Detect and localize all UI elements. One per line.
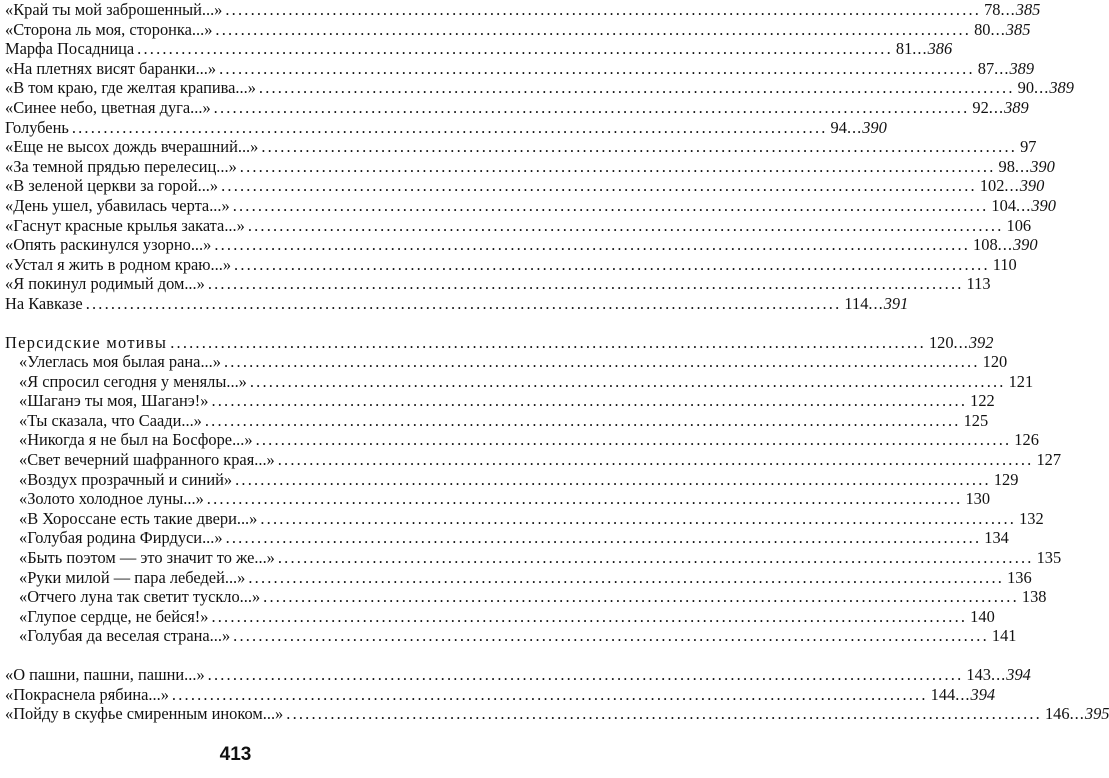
entry-title: «Ты сказала, что Саади...» bbox=[19, 410, 202, 430]
entry-title: «Покраснела рябина...» bbox=[5, 684, 169, 704]
dot-leader: ........................................................................................................................ bbox=[234, 254, 990, 274]
entry-title: «Край ты мой заброшенный...» bbox=[5, 0, 223, 19]
entry-title: «В том краю, где желтая крапива...» bbox=[5, 78, 256, 98]
page-ref: 114 bbox=[844, 293, 869, 313]
toc-subentry bbox=[5, 450, 1062, 470]
note-page-ref: 385 bbox=[1005, 19, 1031, 39]
entry-title: «Отчего луна так светит тускло...» bbox=[19, 587, 261, 607]
toc-subentry bbox=[5, 548, 1062, 568]
dot-leader: ........................................................................................................................ bbox=[235, 469, 991, 489]
page-ref: 136 bbox=[1007, 567, 1032, 587]
toc-entry bbox=[5, 332, 994, 353]
toc-entry bbox=[5, 117, 887, 138]
entry-title: «Золото холодное луны...» bbox=[19, 489, 204, 509]
page-number: 413 bbox=[219, 744, 252, 765]
entry-page bbox=[992, 626, 1017, 646]
toc-subentry bbox=[5, 489, 991, 509]
dot-leader: ........................................................................................................................ bbox=[214, 235, 971, 255]
entry-page bbox=[931, 685, 995, 705]
entry-title: Персидские мотивы bbox=[5, 332, 168, 352]
note-separator: ... bbox=[868, 293, 884, 313]
toc-entry bbox=[5, 19, 1031, 40]
toc-subentry bbox=[5, 587, 1047, 607]
entry-page bbox=[983, 352, 1008, 372]
page-ref: 102 bbox=[979, 176, 1005, 196]
entry-page bbox=[980, 176, 1044, 196]
dot-leader: ........................................................................................................................ bbox=[249, 371, 1006, 391]
entry-page bbox=[929, 333, 993, 353]
entry-page bbox=[991, 196, 1055, 216]
page-ref: 121 bbox=[1008, 371, 1034, 391]
entry-page bbox=[1022, 587, 1047, 607]
dot-leader: ........................................................................................................................ bbox=[277, 450, 1034, 470]
entry-page bbox=[974, 20, 1030, 40]
page-ref: 141 bbox=[991, 626, 1017, 646]
page-ref: 90 bbox=[1017, 78, 1035, 98]
table-of-contents bbox=[5, 0, 1109, 724]
note-separator: ... bbox=[997, 235, 1013, 255]
page-ref: 104 bbox=[991, 195, 1017, 215]
page-ref: 132 bbox=[1019, 508, 1044, 528]
note-separator: ... bbox=[994, 58, 1010, 78]
note-page-ref: 394 bbox=[1006, 665, 1031, 684]
entry-page bbox=[973, 235, 1037, 255]
note-separator: ... bbox=[1016, 195, 1032, 215]
note-separator: ... bbox=[990, 19, 1006, 39]
entry-title: «Я покинул родимый дом...» bbox=[5, 274, 205, 294]
toc-entry bbox=[5, 665, 1031, 685]
toc-entry bbox=[5, 58, 1035, 79]
page-ref: 92 bbox=[972, 97, 989, 117]
page-ref: 146 bbox=[1044, 704, 1070, 724]
toc-subentry bbox=[5, 508, 1044, 529]
entry-title: «Свет вечерний шафранного края...» bbox=[19, 450, 275, 470]
dot-leader: ........................................................................................................................ bbox=[207, 665, 964, 684]
toc-subentry bbox=[5, 626, 1017, 646]
toc-entry bbox=[5, 97, 1029, 118]
note-page-ref: 389 bbox=[1004, 97, 1029, 117]
entry-title: «Еще не высох дождь вчерашний...» bbox=[5, 137, 259, 157]
note-separator: ... bbox=[990, 665, 1007, 684]
toc-entry bbox=[5, 254, 1017, 275]
entry-page bbox=[970, 607, 995, 627]
dot-leader: ........................................................................................................................ bbox=[71, 117, 828, 137]
toc-subentry bbox=[5, 606, 995, 627]
dot-leader: ........................................................................................................................ bbox=[170, 332, 926, 352]
note-separator: ... bbox=[955, 684, 971, 704]
entry-title: «В Хороссане есть такие двери...» bbox=[19, 508, 258, 528]
dot-leader: ........................................................................................................................ bbox=[137, 39, 893, 59]
page-ref: 81 bbox=[895, 39, 913, 59]
dot-leader: ........................................................................................................................ bbox=[207, 274, 964, 294]
note-separator: ... bbox=[846, 117, 863, 137]
toc-entry bbox=[5, 176, 1045, 196]
dot-leader: ........................................................................................................................ bbox=[211, 391, 968, 411]
entry-page bbox=[1045, 704, 1109, 724]
dot-leader: ........................................................................................................................ bbox=[215, 19, 972, 39]
entry-page bbox=[896, 39, 952, 59]
entry-page bbox=[984, 0, 1040, 20]
entry-title: «Голубая родина Фирдуси...» bbox=[19, 528, 223, 548]
entry-title: «Воздух прозрачный и синий» bbox=[19, 469, 233, 489]
note-separator: ... bbox=[1034, 78, 1050, 98]
page-ref: 138 bbox=[1021, 587, 1047, 607]
note-page-ref: 390 bbox=[862, 117, 887, 137]
dot-leader: ........................................................................................................................ bbox=[225, 528, 982, 548]
page-ref: 144 bbox=[930, 684, 956, 704]
entry-page bbox=[965, 489, 990, 509]
note-page-ref: 390 bbox=[1030, 156, 1055, 176]
entry-title: «Я спросил сегодня у менялы...» bbox=[19, 371, 247, 391]
entry-title: «Быть поэтом — это значит то же...» bbox=[19, 548, 275, 568]
toc-entry bbox=[5, 39, 953, 59]
note-page-ref: 392 bbox=[968, 332, 994, 352]
page-ref: 120 bbox=[982, 352, 1008, 372]
dot-leader: ........................................................................................................................ bbox=[239, 156, 996, 176]
dot-leader: ........................................................................................................................ bbox=[204, 410, 961, 430]
toc-entry bbox=[5, 0, 1041, 20]
toc-subentry bbox=[5, 371, 1034, 392]
page-ref: 130 bbox=[965, 489, 991, 509]
note-separator: ... bbox=[953, 332, 969, 352]
page-ref: 108 bbox=[973, 235, 998, 255]
dot-leader: ........................................................................................................................ bbox=[85, 293, 842, 313]
note-separator: ... bbox=[1004, 176, 1020, 196]
section-gap bbox=[5, 314, 467, 333]
toc-subentry bbox=[5, 469, 1019, 490]
toc-subentry bbox=[5, 352, 1008, 372]
toc-entry bbox=[5, 235, 1038, 255]
entry-page bbox=[999, 157, 1055, 177]
note-separator: ... bbox=[1069, 704, 1085, 724]
entry-page bbox=[844, 294, 908, 314]
dot-leader: ........................................................................................................................ bbox=[213, 97, 970, 117]
dot-leader: ........................................................................................................................ bbox=[247, 215, 1004, 235]
dot-leader: ........................................................................................................................ bbox=[171, 684, 928, 704]
dot-leader: ........................................................................................................................ bbox=[255, 430, 1012, 450]
entry-page bbox=[967, 274, 991, 294]
page-ref: 129 bbox=[993, 469, 1019, 489]
entry-page bbox=[993, 255, 1017, 275]
page-ref: 140 bbox=[970, 606, 995, 626]
page-ref: 120 bbox=[928, 332, 954, 352]
entry-title: «На плетнях висят баранки...» bbox=[5, 58, 217, 78]
toc-entry bbox=[5, 215, 1032, 236]
note-page-ref: 389 bbox=[1049, 78, 1074, 98]
entry-title: «За темной прядью перелесиц...» bbox=[5, 156, 237, 176]
note-page-ref: 390 bbox=[1031, 195, 1056, 215]
entry-title: «Никогда я не был на Босфоре...» bbox=[19, 430, 253, 450]
toc-subentry bbox=[5, 410, 989, 431]
toc-entry bbox=[5, 156, 1055, 177]
entry-title: «Опять раскинулся узорно...» bbox=[5, 235, 212, 255]
note-page-ref: 389 bbox=[1009, 58, 1035, 78]
section-gap bbox=[5, 646, 467, 665]
entry-page bbox=[1014, 430, 1039, 450]
note-page-ref: 391 bbox=[883, 293, 909, 313]
dot-leader: ........................................................................................................................ bbox=[263, 587, 1019, 607]
entry-title: На Кавказе bbox=[5, 293, 83, 313]
dot-leader: ........................................................................................................................ bbox=[248, 567, 1005, 587]
toc-subentry bbox=[5, 567, 1032, 588]
page-ref: 135 bbox=[1036, 548, 1062, 568]
page-ref: 98 bbox=[998, 156, 1015, 176]
dot-leader: ........................................................................................................................ bbox=[286, 704, 1042, 724]
entry-title: Голубень bbox=[5, 117, 69, 137]
entry-title: «Синее небо, цветная дуга...» bbox=[5, 97, 211, 117]
page-ref: 80 bbox=[974, 19, 991, 39]
page-ref: 143 bbox=[966, 665, 991, 684]
entry-page bbox=[994, 470, 1019, 490]
entry-title: «В зеленой церкви за горой...» bbox=[5, 176, 219, 196]
entry-title: «Пойду в скуфье смиренным иноком...» bbox=[5, 704, 284, 724]
entry-title: «Сторона ль моя, сторонка...» bbox=[5, 19, 213, 39]
page-ref: 113 bbox=[966, 274, 991, 294]
entry-title: «День ушел, убавилась черта...» bbox=[5, 195, 230, 215]
toc-entry bbox=[5, 704, 1109, 724]
page-ref: 134 bbox=[984, 528, 1009, 548]
toc-entry bbox=[5, 293, 909, 314]
note-page-ref: 385 bbox=[1015, 0, 1041, 19]
dot-leader: ........................................................................................................................ bbox=[211, 606, 968, 626]
entry-title: Марфа Посадница bbox=[5, 39, 135, 59]
note-page-ref: 395 bbox=[1084, 704, 1109, 724]
entry-page bbox=[1036, 450, 1061, 470]
entry-page bbox=[966, 665, 1030, 685]
toc-entry bbox=[5, 78, 1074, 98]
dot-leader: ........................................................................................................................ bbox=[225, 0, 982, 19]
toc-subentry bbox=[5, 430, 1039, 450]
entry-page bbox=[984, 528, 1009, 548]
dot-leader: ........................................................................................................................ bbox=[219, 58, 975, 78]
page-ref: 87 bbox=[977, 58, 995, 78]
page-ref: 94 bbox=[830, 117, 847, 137]
entry-page bbox=[1037, 548, 1062, 568]
toc-entry bbox=[5, 195, 1056, 216]
dot-leader: ........................................................................................................................ bbox=[223, 352, 980, 372]
entry-page bbox=[1007, 568, 1032, 588]
entry-title: «Голубая да веселая страна...» bbox=[19, 626, 231, 646]
dot-leader: ........................................................................................................................ bbox=[277, 548, 1034, 568]
entry-title: «Глупое сердце, не бейся!» bbox=[19, 606, 209, 626]
entry-page bbox=[964, 411, 989, 431]
entry-page bbox=[831, 118, 887, 138]
entry-title: «Устал я жить в родном краю...» bbox=[5, 254, 232, 274]
entry-page bbox=[1020, 137, 1036, 157]
page-ref: 127 bbox=[1036, 450, 1062, 470]
entry-page bbox=[1019, 509, 1044, 529]
entry-title: «Гаснут красные крылья заката...» bbox=[5, 215, 245, 235]
page-ref: 122 bbox=[970, 391, 995, 411]
toc-entry bbox=[5, 684, 996, 705]
entry-page bbox=[972, 98, 1028, 118]
note-page-ref: 390 bbox=[1019, 176, 1045, 196]
note-separator: ... bbox=[1000, 0, 1016, 19]
dot-leader: ........................................................................................................................ bbox=[221, 176, 977, 196]
note-page-ref: 386 bbox=[927, 39, 953, 59]
note-page-ref: 394 bbox=[970, 684, 996, 704]
entry-title: «Шаганэ ты моя, Шаганэ!» bbox=[19, 391, 209, 411]
note-separator: ... bbox=[912, 39, 928, 59]
page-ref: 78 bbox=[984, 0, 1001, 19]
entry-page bbox=[1018, 78, 1074, 98]
entry-title: «О пашни, пашни, пашни...» bbox=[5, 665, 205, 684]
entry-page bbox=[1007, 216, 1032, 236]
toc-entry bbox=[5, 274, 991, 294]
dot-leader: ........................................................................................................................ bbox=[232, 195, 989, 215]
page-ref: 97 bbox=[1020, 137, 1037, 157]
entry-page bbox=[1009, 372, 1034, 392]
page-ref: 106 bbox=[1006, 215, 1032, 235]
toc-subentry bbox=[5, 391, 995, 411]
page-ref: 110 bbox=[992, 254, 1017, 274]
dot-leader: ........................................................................................................................ bbox=[260, 508, 1017, 528]
entry-page bbox=[970, 391, 995, 411]
page-ref: 126 bbox=[1014, 430, 1039, 450]
note-page-ref: 390 bbox=[1012, 235, 1038, 255]
page-ref: 125 bbox=[963, 410, 989, 430]
entry-page bbox=[978, 59, 1034, 79]
dot-leader: ........................................................................................................................ bbox=[233, 626, 989, 646]
dot-leader: ........................................................................................................................ bbox=[261, 137, 1018, 157]
dot-leader: ........................................................................................................................ bbox=[206, 489, 963, 509]
dot-leader: ........................................................................................................................ bbox=[258, 78, 1015, 98]
entry-title: «Улеглась моя былая рана...» bbox=[19, 352, 221, 372]
toc-entry bbox=[5, 137, 1037, 157]
note-separator: ... bbox=[988, 97, 1005, 117]
toc-subentry bbox=[5, 528, 1009, 548]
note-separator: ... bbox=[1014, 156, 1031, 176]
entry-title: «Руки милой — пара лебедей...» bbox=[19, 567, 246, 587]
